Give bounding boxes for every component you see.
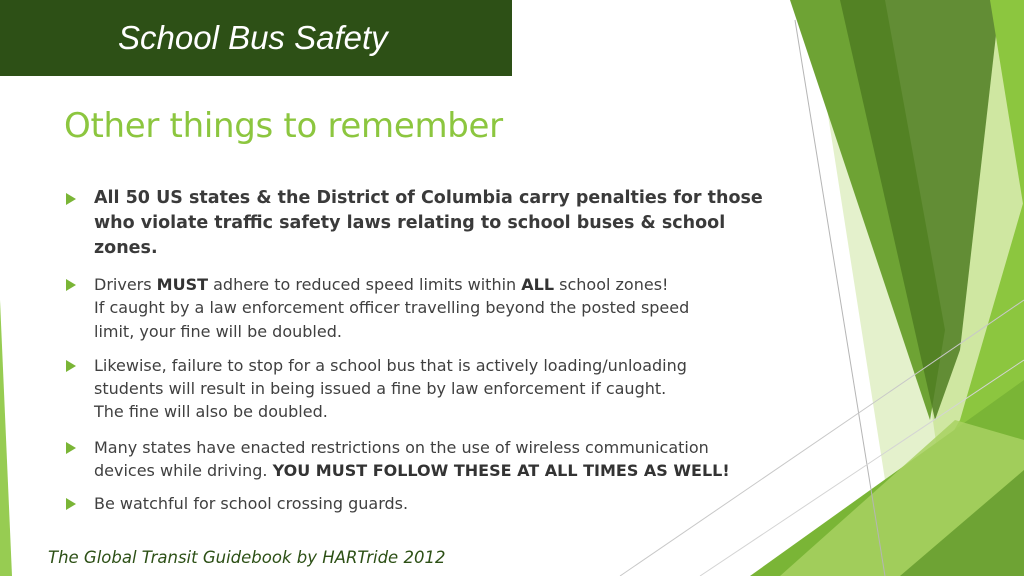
header-band [0, 0, 512, 76]
slide-title: Other things to remember [64, 106, 503, 146]
left-edge-facet [0, 300, 12, 576]
bullet-line: If caught by a law enforcement officer travelling beyond the posted speed [94, 298, 690, 318]
bullet-line: Likewise, failure to stop for a school bus that is actively loading/unloading [94, 355, 687, 375]
text-run: devices while driving. [94, 461, 273, 481]
bullet-line: zones. [94, 238, 158, 258]
bullet-line: All 50 US states & the District of Columbia carry penalties for those [94, 188, 763, 208]
bullet-line: who violate traffic safety laws relating to school buses & school [94, 213, 726, 233]
text-run: adhere to reduced speed limits within [208, 275, 522, 294]
bullet-line: Many states have enacted restrictions on the use of wireless communication [94, 437, 709, 457]
bullet-item-stop-for-bus [66, 354, 766, 424]
bullet-line [94, 273, 766, 296]
triangle-bullet-icon [66, 498, 76, 510]
bullet-list [66, 186, 766, 526]
bullet-text [94, 273, 766, 343]
triangle-bullet-icon [66, 360, 76, 372]
bullet-line: limit, your fine will be doubled. [94, 321, 342, 341]
bullet-item-penalties [66, 186, 766, 261]
emphasis-text: ALL [521, 275, 555, 294]
bullet-item-speed-limits [66, 273, 766, 343]
bullet-text [94, 492, 766, 515]
triangle-bullet-icon [66, 193, 76, 205]
header-title: School Bus Safety [118, 19, 388, 56]
bullet-line: students will result in being issued a fine by law enforcement if caught. [94, 379, 667, 399]
text-run: school zones! [554, 275, 669, 294]
bullet-item-crossing-guards [66, 492, 766, 515]
triangle-bullet-icon [66, 279, 76, 291]
emphasis-text: YOU MUST FOLLOW THESE AT ALL TIMES AS WELL! [272, 461, 730, 481]
bullet-line [94, 459, 766, 482]
bullet-text [94, 186, 766, 261]
bullet-text [94, 436, 766, 483]
bullet-text [94, 354, 766, 424]
footer-credit: The Global Transit Guidebook by HARTride 2012 [48, 548, 446, 567]
emphasis-text: MUST [156, 275, 209, 294]
triangle-bullet-icon [66, 442, 76, 454]
bullet-line: The fine will also be doubled. [94, 402, 328, 422]
text-run: Drivers [94, 275, 157, 294]
bullet-line: Be watchful for school crossing guards. [94, 494, 409, 514]
bullet-item-wireless-devices [66, 436, 766, 483]
